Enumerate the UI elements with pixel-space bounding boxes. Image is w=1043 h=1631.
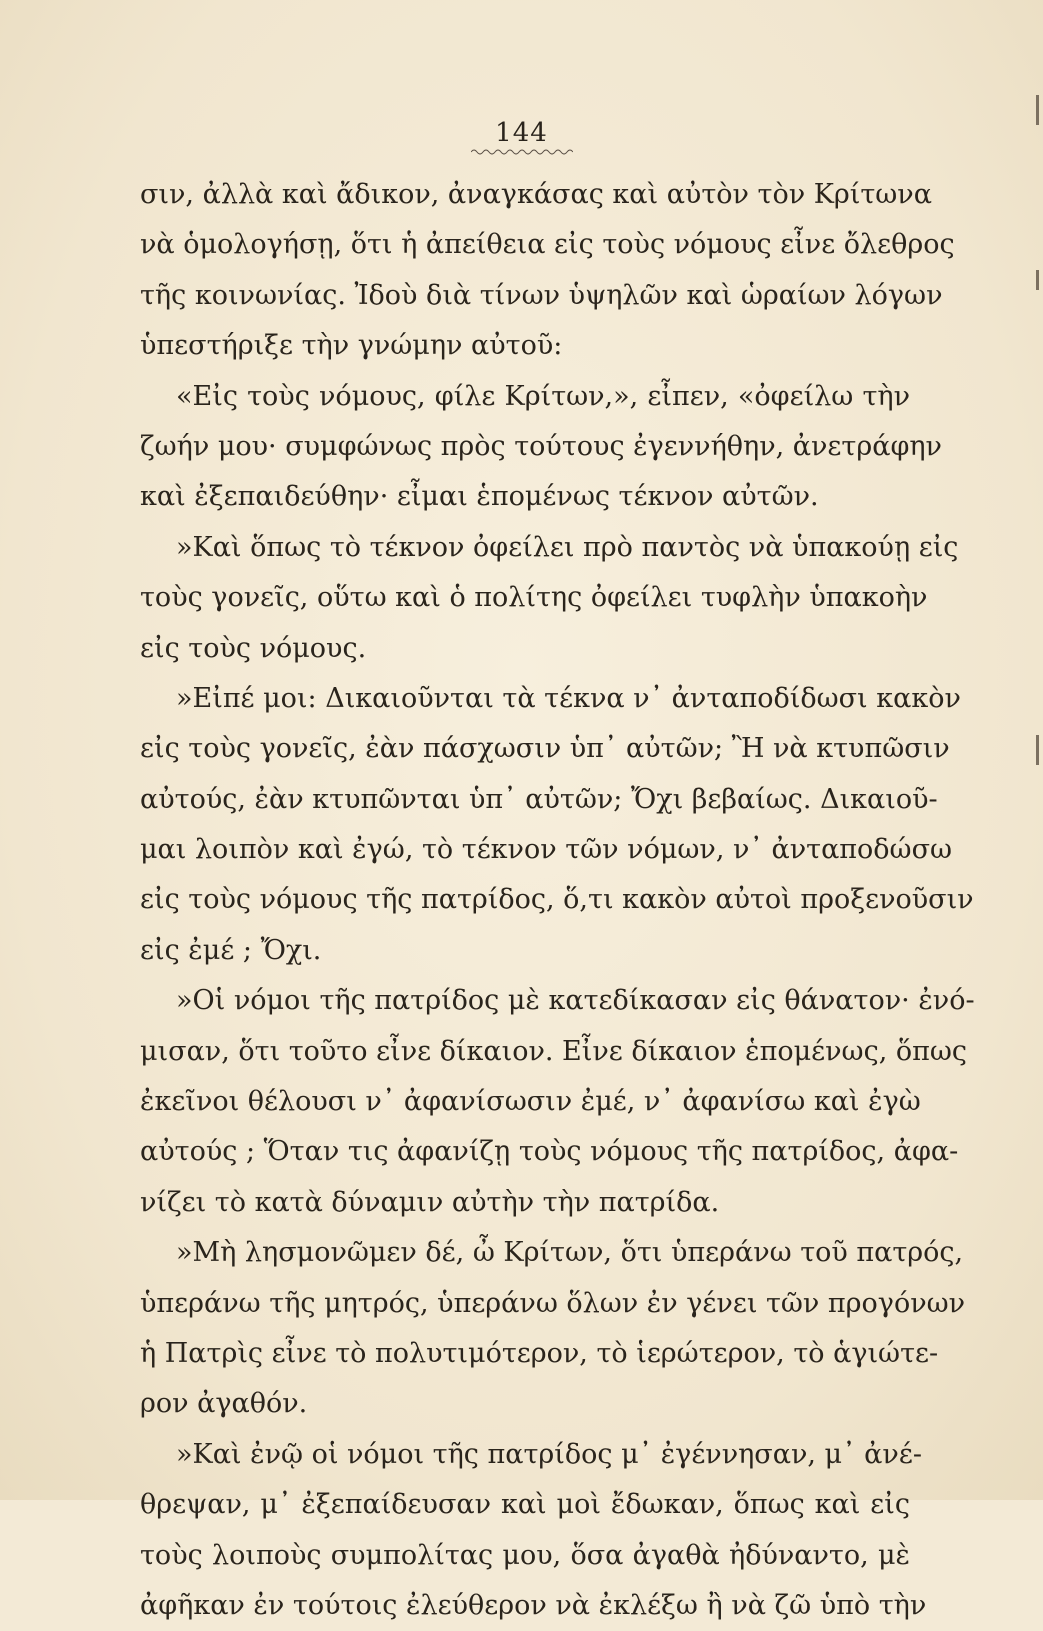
text-line: »Εἰπέ μοι: Δικαιοῦνται τὰ τέκνα ν᾿ ἀνταποδίδωσι κακὸν	[176, 682, 961, 714]
text-line: ζωήν μου· συμφώνως πρὸς τούτους ἐγεννήθην, ἀνετράφην	[140, 430, 942, 462]
text-line: νὰ ὁμολογήσῃ, ὅτι ἡ ἀπείθεια εἰς τοὺς νόμους εἶνε ὄλεθρος	[140, 229, 955, 261]
text-line: »Μὴ λησμονῶμεν δέ, ὦ Κρίτων, ὅτι ὑπεράνω τοῦ πατρός,	[176, 1237, 964, 1269]
text-line: τῆς κοινωνίας. Ἰδοὺ διὰ τίνων ὑψηλῶν καὶ ὡραίων λόγων	[140, 279, 943, 311]
text-line: »Καὶ ὅπως τὸ τέκνον ὀφείλει πρὸ παντὸς νὰ ὑπακούῃ εἰς	[176, 531, 959, 563]
text-line: σιν, ἀλλὰ καὶ ἄδικον, ἀναγκάσας καὶ αὐτὸν τὸν Κρίτωνα	[140, 179, 932, 210]
page-number: 144	[495, 118, 548, 148]
text-line: αὐτούς ; Ὅταν τις ἀφανίζῃ τοὺς νόμους τῆς πατρίδος, ἀφα-	[140, 1136, 959, 1168]
text-line: »Καὶ ἐνῷ οἱ νόμοι τῆς πατρίδος μ᾿ ἐγέννησαν, μ᾿ ἀνέ-	[176, 1438, 922, 1470]
text-line: εἰς ἐμέ ; Ὄχι.	[140, 934, 322, 966]
text-line: νίζει τὸ κατὰ δύναμιν αὐτὴν τὴν πατρίδα.	[140, 1186, 720, 1218]
body-text	[140, 170, 975, 1631]
text-line: εἰς τοὺς νόμους τῆς πατρίδος, ὅ,τι κακὸν αὐτοὶ προξενοῦσιν	[140, 884, 974, 916]
text-line: ὑπεράνω τῆς μητρός, ὑπεράνω ὅλων ἐν γένει τῶν προγόνων	[140, 1287, 966, 1319]
text-line: μισαν, ὅτι τοῦτο εἶνε δίκαιον. Εἶνε δίκαιον ἑπομένως, ὅπως	[140, 1035, 967, 1067]
text-line: εἰς τοὺς γονεῖς, ἐὰν πάσχωσιν ὑπ᾿ αὐτῶν; Ἢ νὰ κτυπῶσιν	[140, 733, 950, 765]
text-line: αὐτούς, ἐὰν κτυπῶνται ὑπ᾿ αὐτῶν; Ὄχι βεβαίως. Δικαιοῦ-	[140, 783, 938, 815]
text-line: ὑπεστήριξε τὴν γνώμην αὐτοῦ:	[140, 330, 563, 362]
text-line: εἰς τοὺς νόμους.	[140, 632, 367, 664]
text-line: τοὺς γονεῖς, οὕτω καὶ ὁ πολίτης ὀφείλει τυφλὴν ὑπακοὴν	[140, 582, 928, 614]
page-edge-mark	[1036, 270, 1039, 290]
text-line: θρεψαν, μ᾿ ἐξεπαίδευσαν καὶ μοὶ ἔδωκαν, ὅπως καὶ εἰς	[140, 1489, 910, 1521]
text-line: ἡ Πατρὶς εἶνε τὸ πολυτιμότερον, τὸ ἱερώτερον, τὸ ἁγιώτε-	[140, 1337, 939, 1369]
text-line: «Εἰς τοὺς νόμους, φίλε Κρίτων,», εἶπεν, «ὀφείλω τὴν	[176, 380, 910, 412]
text-line: »Οἱ νόμοι τῆς πατρίδος μὲ κατεδίκασαν εἰς θάνατον· ἐνό-	[176, 985, 975, 1017]
text-line: καὶ ἐξεπαιδεύθην· εἶμαι ἑπομένως τέκνον αὐτῶν.	[140, 481, 819, 513]
page-edge-mark	[1036, 735, 1039, 765]
text-line: ρον ἀγαθόν.	[140, 1388, 308, 1420]
text-line: μαι λοιπὸν καὶ ἐγώ, τὸ τέκνον τῶν νόμων, ν᾿ ἀνταποδώσω	[140, 834, 953, 866]
text-line: ἀφῆκαν ἐν τούτοις ἐλεύθερον νὰ ἐκλέξω ἢ νὰ ζῶ ὑπὸ τὴν	[140, 1589, 927, 1621]
text-line: τοὺς λοιποὺς συμπολίτας μου, ὅσα ἀγαθὰ ἠδύναντο, μὲ	[140, 1539, 910, 1571]
page-edge-mark	[1036, 95, 1039, 125]
wavy-rule-ornament	[471, 148, 573, 156]
text-line: ἐκεῖνοι θέλουσι ν᾿ ἀφανίσωσιν ἐμέ, ν᾿ ἀφανίσω καὶ ἐγὼ	[140, 1086, 921, 1118]
